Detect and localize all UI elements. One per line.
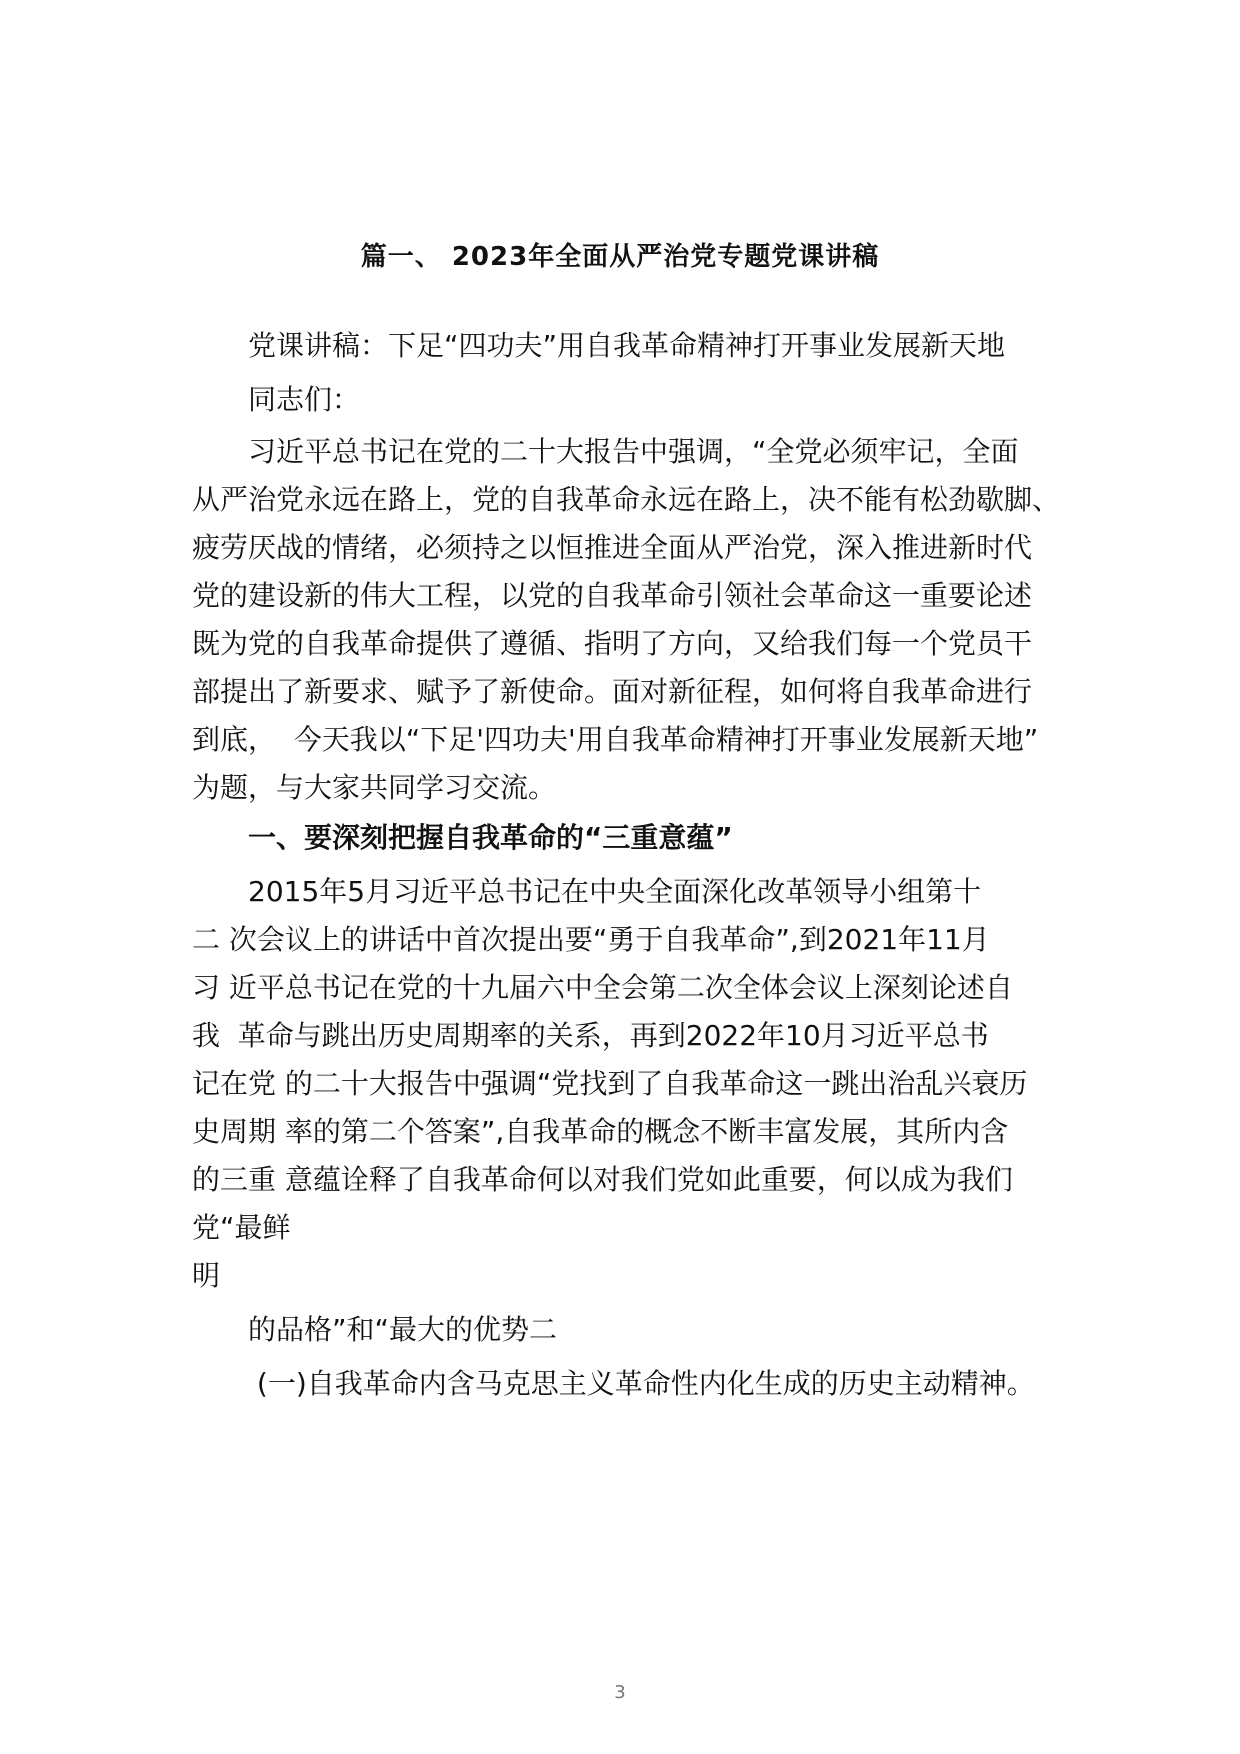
section-line: 记在党 的二十大报告中强调“党找到了自我革命这一跳出治乱兴衰历 — [192, 1067, 1028, 1100]
intro-line: 党的建设新的伟大工程，以党的自我革命引领社会革命这一重要论述 — [192, 579, 1033, 612]
subtitle: 党课讲稿：下足“四功夫”用自我革命精神打开事业发展新天地 — [248, 329, 1006, 362]
page-number: 3 — [614, 1682, 626, 1703]
section-line: 二 次会议上的讲话中首次提出要“勇于自我革命”,到2021年11月 — [192, 923, 990, 956]
section-line: 我 革命与跳出历史周期率的关系，再到2022年10月习近平总书 — [192, 1019, 989, 1052]
intro-line: 到底， 今天我以“下足'四功夫'用自我革命精神打开事业发展新天地” — [192, 723, 1039, 756]
intro-line: 既为党的自我革命提供了遵循、指明了方向，又给我们每一个党员干 — [192, 627, 1033, 660]
intro-line: 疲劳厌战的情绪，必须持之以恒推进全面从严治党，深入推进新时代 — [192, 531, 1033, 564]
section-line: 史周期 率的第二个答案”,自我革命的概念不断丰富发展，其所内含 — [192, 1115, 1009, 1148]
document-title: 篇一、 2023年全面从严治党专题党课讲稿 — [360, 242, 880, 272]
section-line: 明 — [192, 1259, 221, 1292]
salutation: 同志们： — [248, 383, 361, 416]
continuation-line: 的品格”和“最大的优势二 — [248, 1313, 558, 1346]
subheading: (一)自我革命内含马克思主义革命性内化生成的历史主动精神。 — [248, 1367, 1035, 1400]
section-line: 的三重 意蕴诠释了自我革命何以对我们党如此重要，何以成为我们 — [192, 1163, 1013, 1196]
intro-line: 从严治党永远在路上，党的自我革命永远在路上，决不能有松劲歇脚、 — [192, 483, 1061, 516]
intro-line: 部提出了新要求、赋予了新使命。面对新征程，如何将自我革命进行 — [192, 675, 1033, 708]
intro-line: 为题，与大家共同学习交流。 — [192, 771, 557, 804]
section-line: 2015年5月习近平总书记在中央全面深化改革领导小组第十 — [248, 875, 982, 908]
section-heading: 一、要深刻把握自我革命的“三重意蕴” — [248, 821, 733, 854]
section-line: 党“最鲜 — [192, 1211, 291, 1244]
section-line: 习 近平总书记在党的十九届六中全会第二次全体会议上深刻论述自 — [192, 971, 1013, 1004]
intro-line: 习近平总书记在党的二十大报告中强调，“全党必须牢记，全面 — [248, 435, 1019, 468]
